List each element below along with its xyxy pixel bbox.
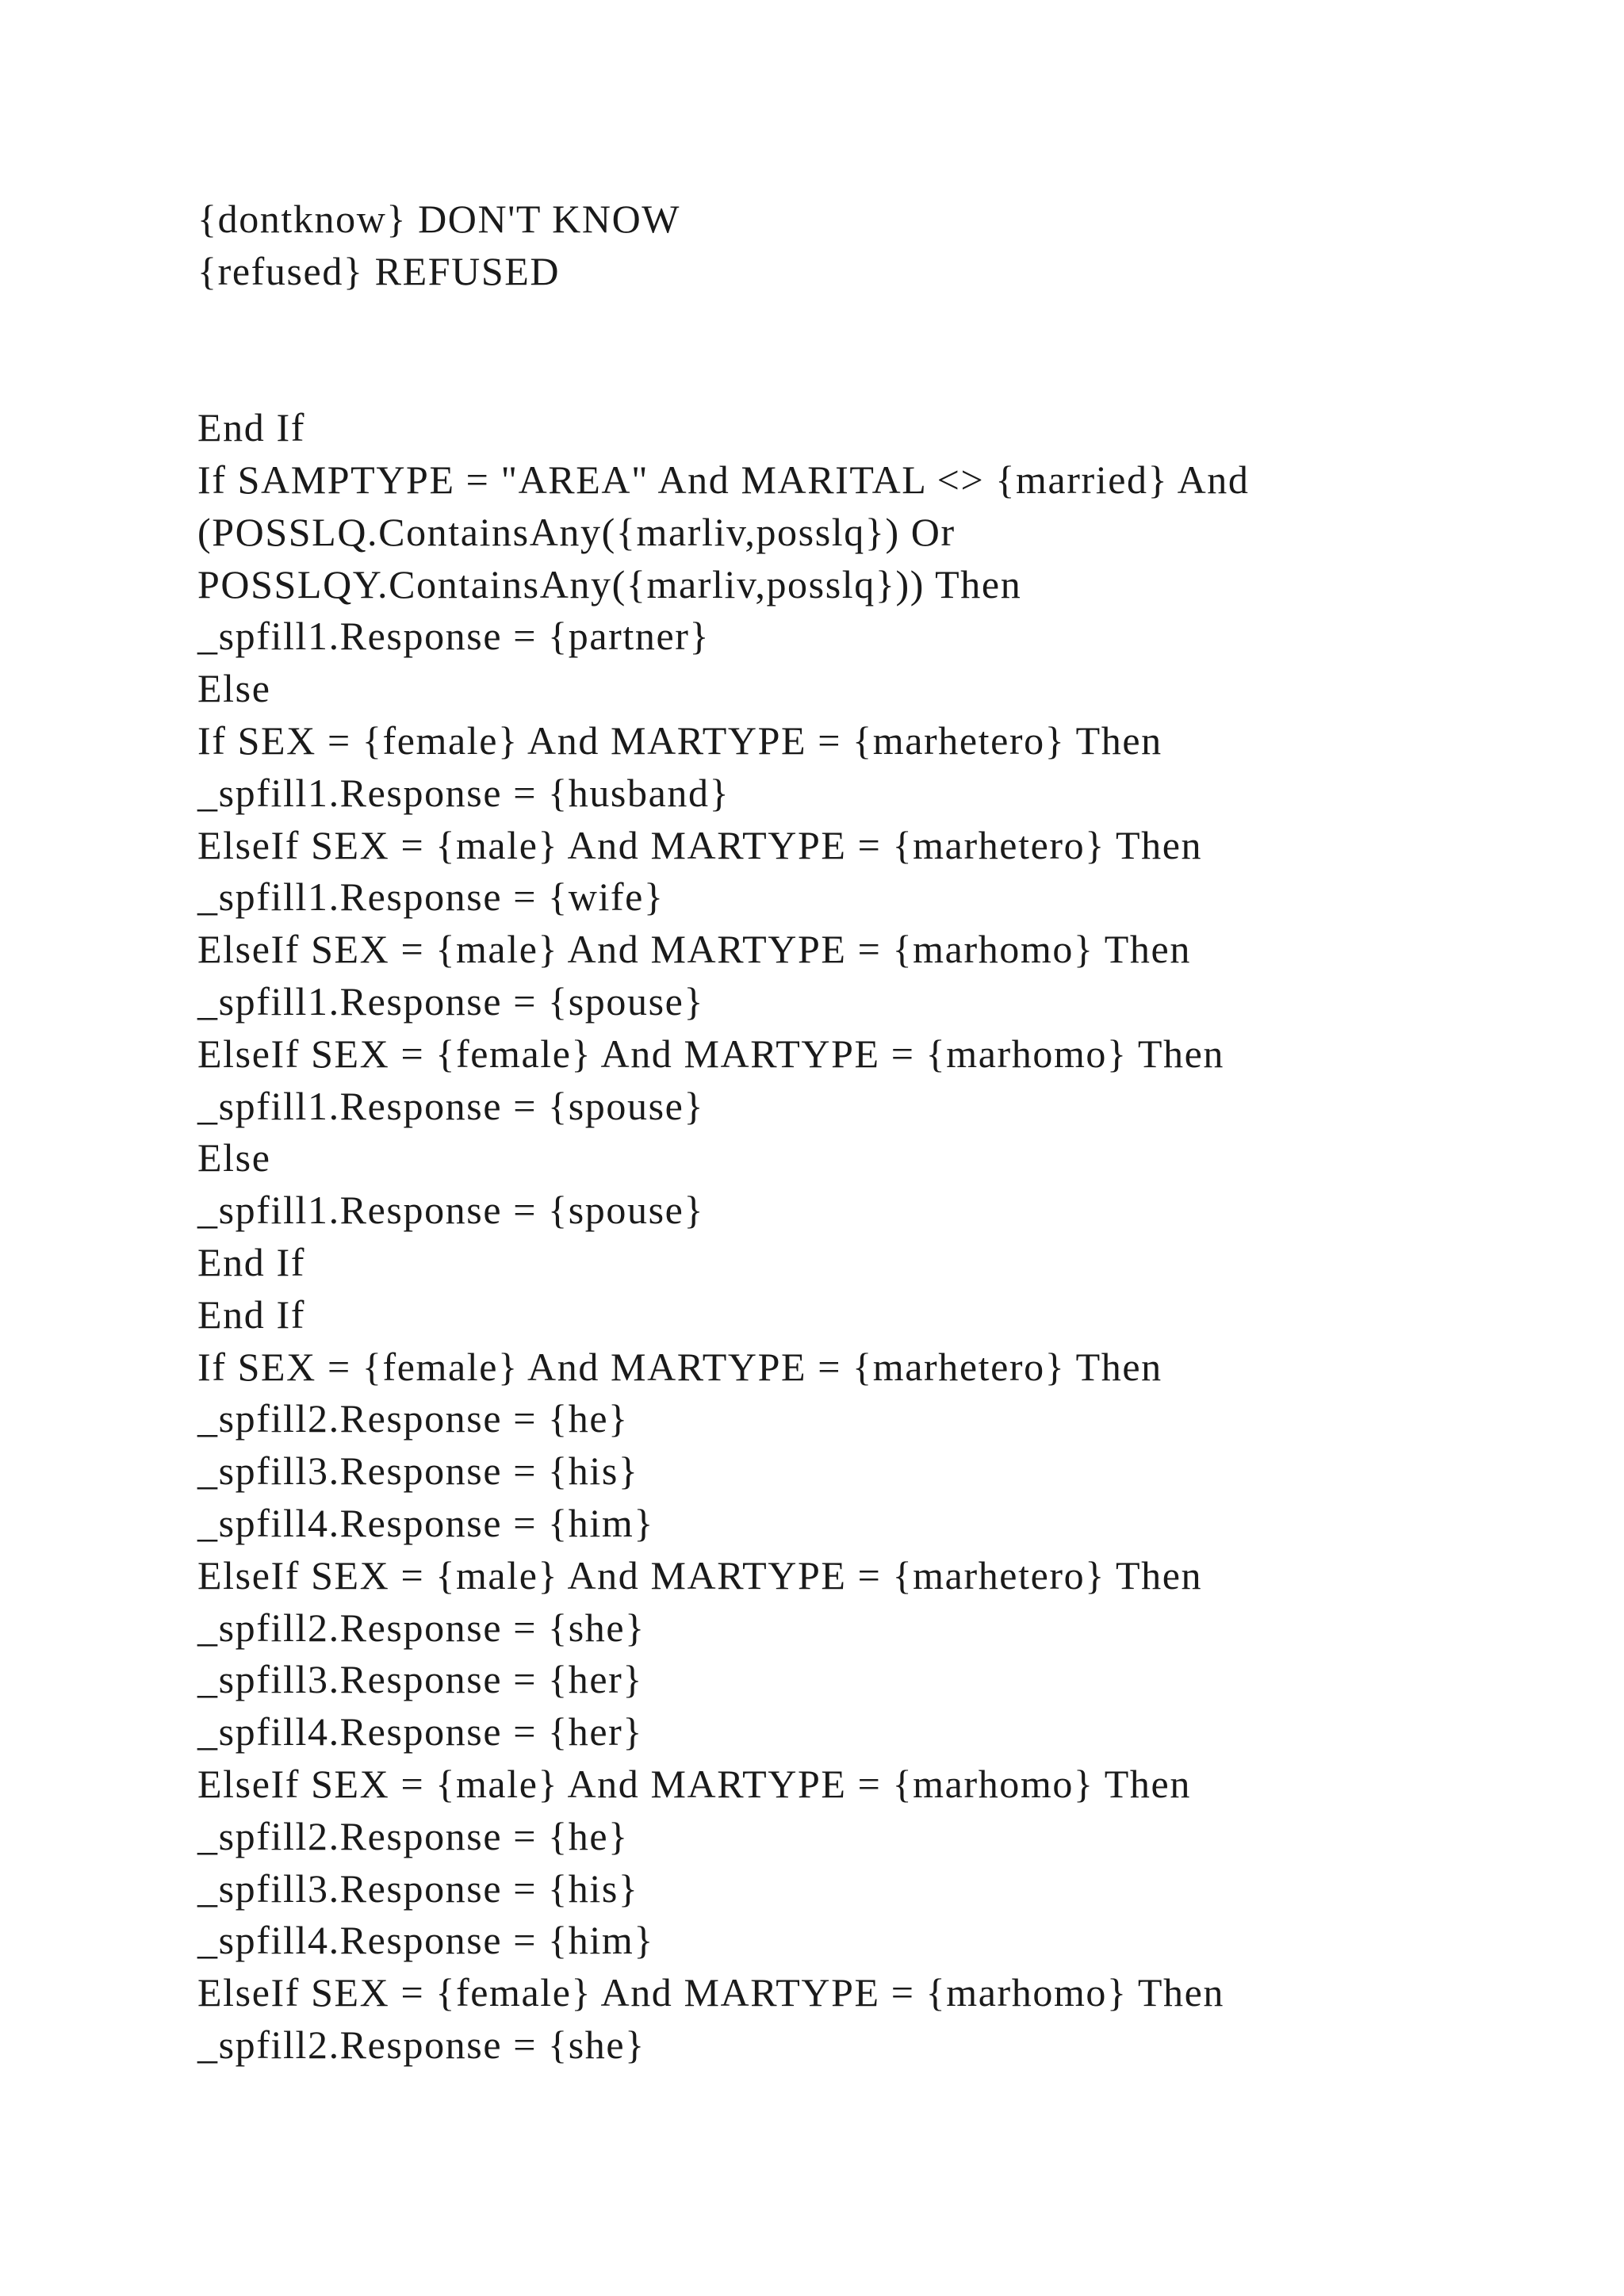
text-line: _spfill2.Response = {he} [197,1813,629,1858]
text-line: If SAMPTYPE = "AREA" And MARITAL <> {married} And [197,457,1250,502]
text-line: ElseIf SEX = {male} And MARTYPE = {marhetero} Then [197,822,1203,867]
text-line: End If [197,405,305,450]
text-line: ElseIf SEX = {female} And MARTYPE = {marhomo} Then [197,1031,1224,1076]
text-line: _spfill2.Response = {she} [197,1605,645,1650]
text-line: {refused} REFUSED [197,248,561,293]
text-line: ElseIf SEX = {male} And MARTYPE = {marhomo} Then [197,1761,1191,1806]
text-line: End If [197,1239,305,1284]
text-line: If SEX = {female} And MARTYPE = {marhetero} Then [197,1344,1162,1389]
text-line: _spfill1.Response = {husband} [197,770,730,815]
text-line: _spfill1.Response = {spouse} [197,1083,705,1128]
text-line: _spfill1.Response = {spouse} [197,978,705,1024]
text-line: _spfill3.Response = {his} [197,1448,639,1494]
blank-line [197,298,1545,350]
text-line: _spfill4.Response = {her} [197,1709,643,1755]
text-line: _spfill3.Response = {his} [197,1866,639,1911]
text-line: Else [197,1135,271,1181]
text-line: _spfill1.Response = {spouse} [197,1188,705,1233]
text-line: ElseIf SEX = {male} And MARTYPE = {marhetero} Then [197,1552,1203,1598]
text-line: ElseIf SEX = {male} And MARTYPE = {marhomo} Then [197,927,1191,972]
text-line: _spfill1.Response = {partner} [197,614,710,659]
text-line: _spfill2.Response = {she} [197,2022,645,2067]
text-line: {dontknow} DON'T KNOW [197,197,681,241]
text-line: _spfill1.Response = {wife} [197,874,665,920]
text-line: ElseIf SEX = {female} And MARTYPE = {marhomo} Then [197,1970,1224,2015]
text-line: POSSLQY.ContainsAny({marliv,posslq})) Then [197,561,1022,607]
document-body [197,193,1545,2072]
text-line: (POSSLQ.ContainsAny({marliv,posslq}) Or [197,509,956,554]
text-line: _spfill3.Response = {her} [197,1657,643,1702]
text-line: End If [197,1292,305,1337]
text-line: If SEX = {female} And MARTYPE = {marhetero} Then [197,718,1162,763]
text-line: _spfill4.Response = {him} [197,1500,654,1545]
text-line: _spfill2.Response = {he} [197,1396,629,1441]
blank-line [197,350,1545,402]
text-line: Else [197,666,271,711]
text-line: _spfill4.Response = {him} [197,1918,654,1963]
